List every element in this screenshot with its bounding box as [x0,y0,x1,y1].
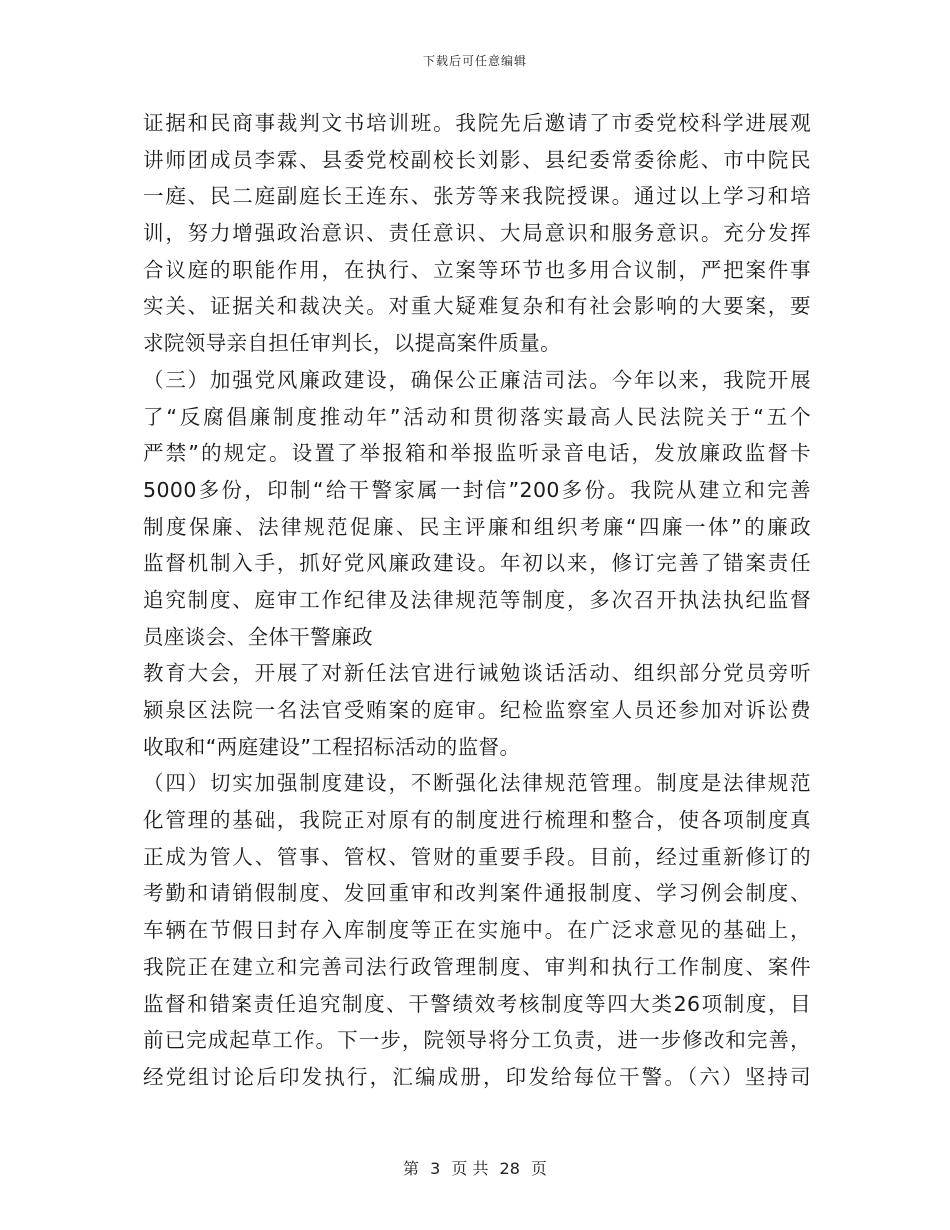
text-line: 颍泉区法院一名法官受贿案的庭审。纪检监察室人员还参加对诉讼费 [143,698,811,722]
text-line: 收取和“两庭建设”工程招标活动的监督。 [143,734,521,759]
text-line: 5000多份，印制“给干警家属一封信”200多份。我院从建立和完善 [143,477,811,502]
text-line: 求院领导亲自担任审判长，以提高案件质量。 [143,331,561,356]
text-line: （三）加强党风廉政建设，确保公正廉洁司法。今年以来，我院开展 [143,367,811,392]
text-line: 化管理的基础，我院正对原有的制度进行梳理和整合，使各项制度真 [143,808,811,833]
text-line: 我院正在建立和完善司法行政管理制度、审判和执行工作制度、案件 [143,954,811,979]
text-line: 严禁”的规定。设置了举报箱和举报监听录音电话，发放廉政监督卡 [143,441,811,466]
text-line: 讲师团成员李霖、县委党校副校长刘影、县纪委常委徐彪、市中院民 [143,147,811,172]
text-line: 实关、证据关和裁决关。对重大疑难复杂和有社会影响的大要案，要 [143,294,811,319]
current-page-number: 3 [430,1159,441,1178]
header-note: 下载后可任意编辑 [422,54,527,68]
text-line: 监督机制入手，抓好党风廉政建设。年初以来，修订完善了错案责任 [143,551,811,576]
text-line: 合议庭的职能作用，在执行、立案等环节也多用合议制，严把案件事 [143,257,811,282]
text-line: 教育大会，开展了对新任法官进行诫勉谈话活动、组织部分党员旁听 [143,661,811,686]
text-line: （四）切实加强制度建设，不断强化法律规范管理。制度是法律规范 [143,771,811,796]
text-line: 训，努力增强政治意识、责任意识、大局意识和服务意识。充分发挥 [143,221,811,246]
page-header [0,52,950,69]
text-line: 车辆在节假日封存入库制度等正在实施中。在广泛求意见的基础上， [143,918,811,943]
text-line: 员座谈会、全体干警廉政 [143,624,373,649]
footer-middle: 页 共 [451,1159,489,1178]
text-line: 正成为管人、管事、管权、管财的重要手段。目前，经过重新修订的 [143,844,811,869]
footer-prefix: 第 [402,1159,419,1178]
text-line: 追究制度、庭审工作纪律及法律规范等制度，多次召开执法执纪监督 [143,587,811,612]
page-footer [0,1156,950,1179]
text-line: 了“反腐倡廉制度推动年”活动和贯彻落实最高人民法院关于“五个 [143,404,811,429]
text-line: 证据和民商事裁判文书培训班。我院先后邀请了市委党校科学进展观 [143,111,811,135]
text-line: 前已完成起草工作。下一步，院领导将分工负责，进一步修改和完善， [143,1028,811,1053]
text-line: 监督和错案责任追究制度、干警绩效考核制度等四大类26项制度，目 [143,991,811,1016]
text-line: 一庭、民二庭副庭长王连东、张芳等来我院授课。通过以上学习和培 [143,184,811,209]
text-line: 制度保廉、法律规范促廉、民主评廉和组织考廉“四廉一体”的廉政 [143,514,811,539]
document-body [143,105,811,1096]
footer-suffix: 页 [531,1159,548,1178]
total-pages-number: 28 [499,1159,520,1178]
text-line: 经党组讨论后印发执行，汇编成册，印发给每位干警。（六）坚持司 [143,1064,811,1089]
text-line: 考勤和请销假制度、发回重审和改判案件通报制度、学习例会制度、 [143,881,811,906]
